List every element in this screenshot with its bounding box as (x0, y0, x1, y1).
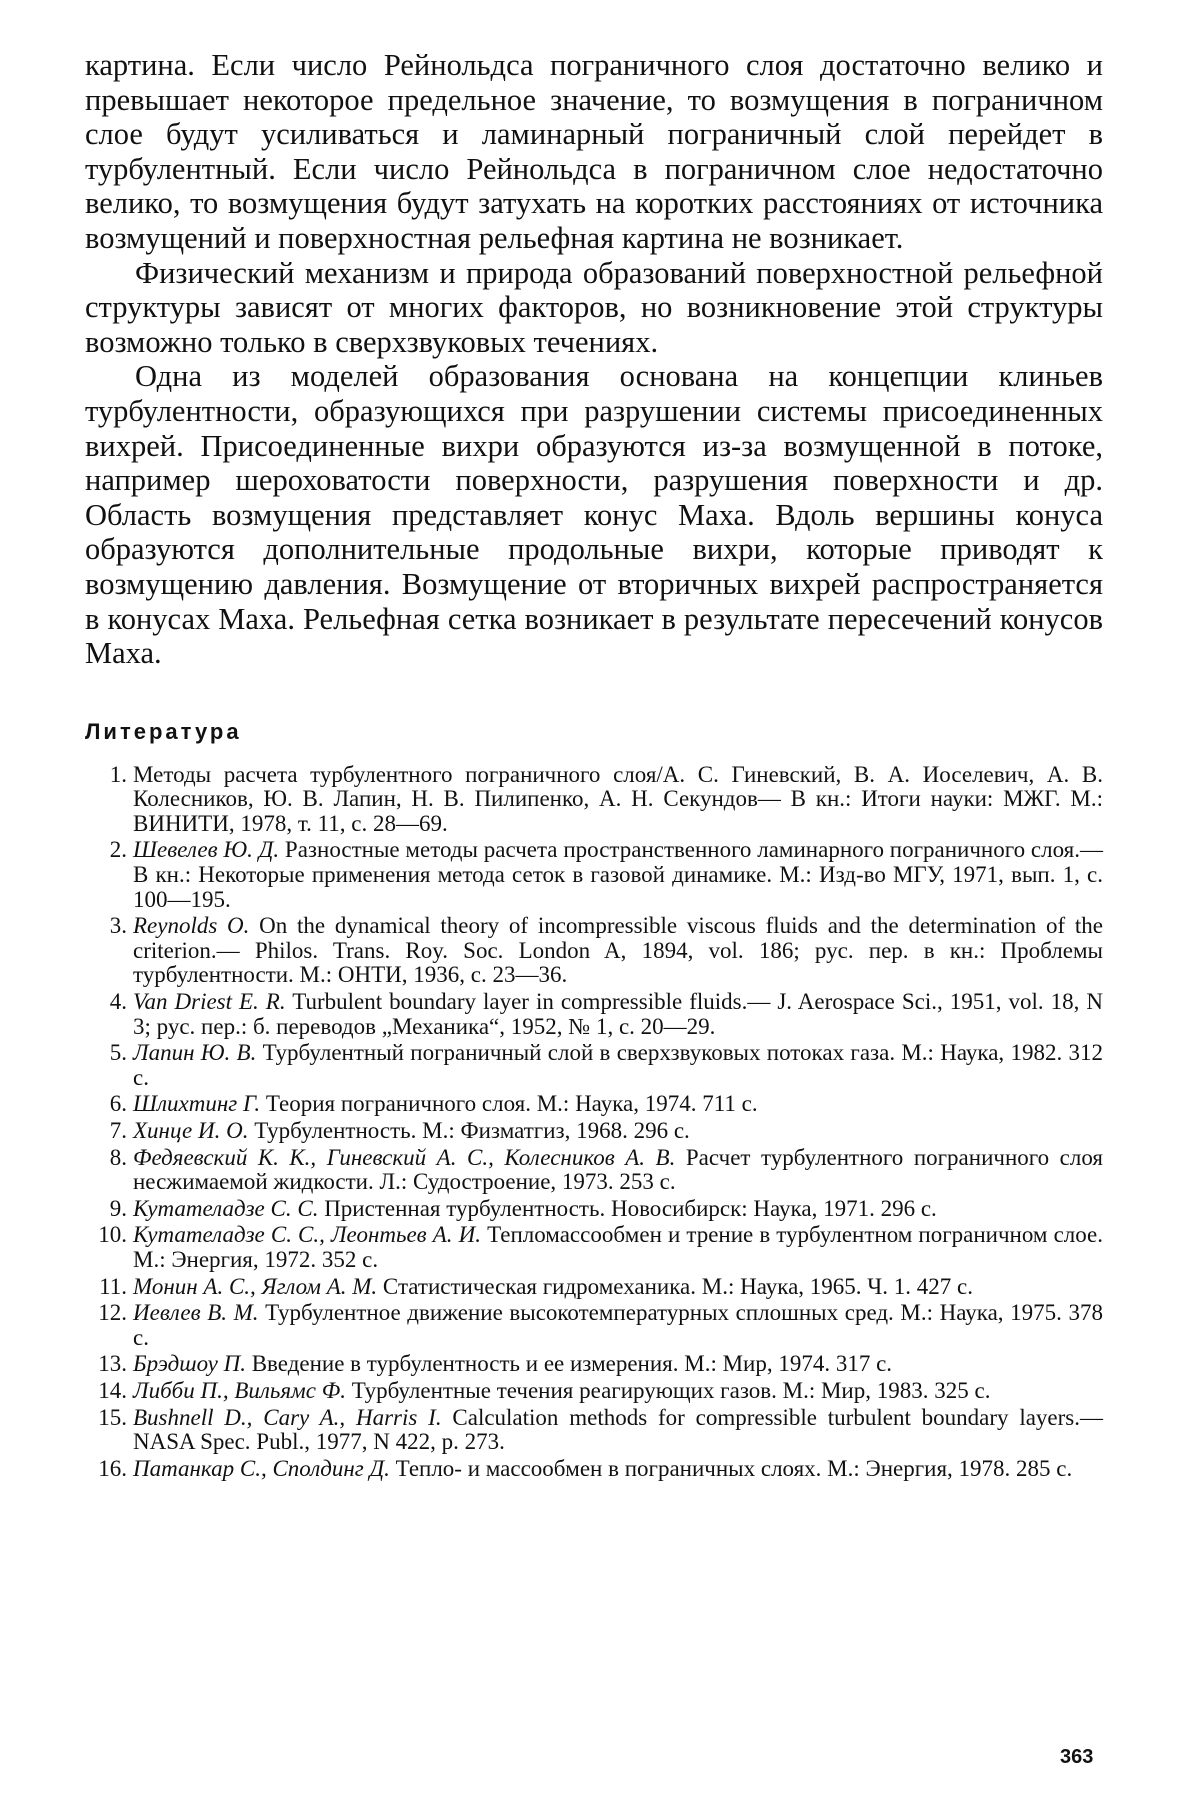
reference-item (85, 914, 1103, 988)
reference-item (85, 1301, 1103, 1350)
reference-author: Van Driest E. R. (133, 989, 286, 1015)
reference-text: Методы расчета турбулентного пограничного слоя/А. С. Гиневский, В. А. Иоселевич, А. В. Колесников, Ю. В. Лапин, Н. В. Пилипенко, А. Н. Секундов— В кн.: Итоги науки: МЖГ. М.: ВИНИТИ, 1978, т. 11, с. 28—69. (133, 761, 1103, 836)
reference-author: Брэдшоу П. (133, 1351, 246, 1377)
reference-item (85, 1223, 1103, 1272)
reference-text: Турбулентные течения реагирующих газов. М.: Мир, 1983. 325 с. (345, 1377, 991, 1403)
reference-item (85, 1457, 1103, 1482)
reference-item (85, 1197, 1103, 1222)
reference-item (85, 1041, 1103, 1090)
reference-author: Кутателадзе С. С. (133, 1195, 319, 1221)
reference-number: 8. (109, 1144, 127, 1170)
reference-number: 14. (98, 1377, 127, 1403)
reference-text: Разностные методы расчета пространственного ламинарного пограничного слоя.— В кн.: Некоторые применения метода сеток в газовой динамике. М.: Изд-во МГУ, 1971, вып. 1, с. 100—195. (133, 837, 1103, 912)
reference-text: Введение в турбулентность и ее измерения. М.: Мир, 1974. 317 с. (245, 1351, 893, 1377)
reference-text: Статистическая гидромеханика. М.: Наука, 1965. Ч. 1. 427 с. (377, 1273, 973, 1299)
references-heading: Литература (85, 718, 242, 744)
reference-number: 7. (109, 1118, 127, 1143)
reference-number: 12. (98, 1300, 127, 1326)
paragraph-2: Физический механизм и природа образований поверхностной рельефной структуры зависят от многих факторов, но возникновение этой структуры возможно только в сверхзвуковых течениях. (85, 255, 1103, 359)
reference-author: Лапин Ю. В. (133, 1040, 257, 1066)
reference-author: Федяевский К. К., Гиневский А. С., Колесников А. В. (133, 1144, 676, 1170)
reference-number: 11. (99, 1273, 127, 1299)
reference-number: 16. (98, 1455, 127, 1481)
reference-item (85, 1379, 1103, 1404)
reference-number: 6. (109, 1091, 127, 1117)
reference-item (85, 1146, 1103, 1195)
paragraph-1: картина. Если число Рейнольдса пограничного слоя достаточно велико и превышает некоторое предельное значение, то возмущения в пограничном слое будут усиливаться и ламинарный пограничный слой перейдет в турбулентный. Если число Рейнольдса в пограничном слое недостаточно велико, то возмущения будут затухать на коротких расстояниях от источника возмущений и поверхностная рельефная картина не возникает. (85, 48, 1103, 255)
reference-number: 5. (109, 1040, 127, 1066)
reference-number: 1. (109, 761, 127, 787)
reference-text: Турбулентное движение высокотемпературных сплошных сред. М.: Наука, 1975. 378 с. (133, 1300, 1103, 1350)
reference-author: Хинце И. О. (133, 1118, 249, 1143)
reference-author: Либби П., Вильямс Ф. (133, 1377, 346, 1403)
reference-item (85, 763, 1103, 837)
reference-text: Турбулентный пограничный слой в сверхзвуковых потоках газа. М.: Наука, 1982. 312 с. (133, 1040, 1103, 1090)
reference-text: Turbulent boundary layer in compressible fluids.— J. Aerospace Sci., 1951, vol. 18, N 3; рус. пер.: б. переводов „Механика“, 1952, № 1, с. 20—29. (133, 989, 1103, 1039)
reference-number: 3. (109, 913, 127, 939)
reference-text: On the dynamical theory of incompressible viscous fluids and the determination of the criterion.— Philos. Trans. Roy. Soc. London A, 1894, vol. 186; рус. пер. в кн.: Проблемы турбулентности. М.: ОНТИ, 1936, с. 23—36. (133, 913, 1104, 988)
reference-author: Шлихтинг Г. (133, 1091, 261, 1117)
reference-text: Расчет турбулентного пограничного слоя несжимаемой жидкости. Л.: Судостроение, 1973. 253 с. (133, 1144, 1103, 1195)
reference-item (85, 1092, 1103, 1117)
reference-item (85, 990, 1103, 1039)
reference-text: Турбулентность. М.: Физматгиз, 1968. 296 с. (248, 1118, 690, 1143)
reference-number: 10. (98, 1222, 127, 1248)
reference-item (85, 1406, 1103, 1455)
reference-author: Иевлев В. М. (133, 1300, 259, 1326)
reference-text: Теория пограничного слоя. М.: Наука, 1974. 711 с. (260, 1091, 758, 1117)
reference-author: Шевелев Ю. Д. (133, 837, 280, 863)
reference-text: Тепло- и массообмен в пограничных слоях. М.: Энергия, 1978. 285 с. (389, 1455, 1073, 1481)
reference-author: Монин А. С., Яглом А. М. (133, 1273, 378, 1299)
references-list (85, 763, 1103, 1482)
reference-item (85, 838, 1103, 912)
reference-text: Пристенная турбулентность. Новосибирск: Наука, 1971. 296 с. (318, 1195, 937, 1221)
reference-author: Патанкар С., Сполдинг Д. (133, 1455, 390, 1481)
reference-number: 2. (109, 837, 127, 863)
reference-item (85, 1119, 1103, 1144)
reference-author: Bushnell D., Cary A., Harris I. (133, 1404, 442, 1430)
reference-author: Кутателадзе С. С., Леонтьев А. И. (133, 1222, 481, 1248)
reference-author: Reynolds O. (133, 913, 250, 939)
reference-number: 4. (109, 989, 127, 1015)
reference-text: Тепломассообмен и трение в турбулентном пограничном слое. М.: Энергия, 1972. 352 с. (133, 1222, 1103, 1272)
reference-text: Calculation methods for compressible turbulent boundary layers.— NASA Spec. Publ., 1977, N 422, p. 273. (133, 1404, 1103, 1455)
reference-item (85, 1275, 1103, 1300)
reference-item (85, 1352, 1103, 1377)
reference-number: 15. (98, 1404, 127, 1430)
reference-number: 9. (109, 1195, 127, 1221)
page-number: 363 (1060, 1746, 1094, 1768)
page-content (85, 48, 1103, 1483)
paragraph-3: Одна из моделей образования основана на концепции клиньев турбулентности, образующихся при разрушении системы присоединенных вихрей. Присоединенные вихри образуются из-за возмущенной в потоке, например шероховатости поверхности, разрушения поверхности и др. Область возмущения представляет конус Маха. Вдоль вершины конуса образуются дополнительные продольные вихри, которые приводят к возмущению давления. Возмущение от вторичных вихрей распространяется в конусах Маха. Рельефная сетка возникает в результате пересечений конусов Маха. (85, 359, 1103, 671)
reference-number: 13. (98, 1351, 127, 1377)
